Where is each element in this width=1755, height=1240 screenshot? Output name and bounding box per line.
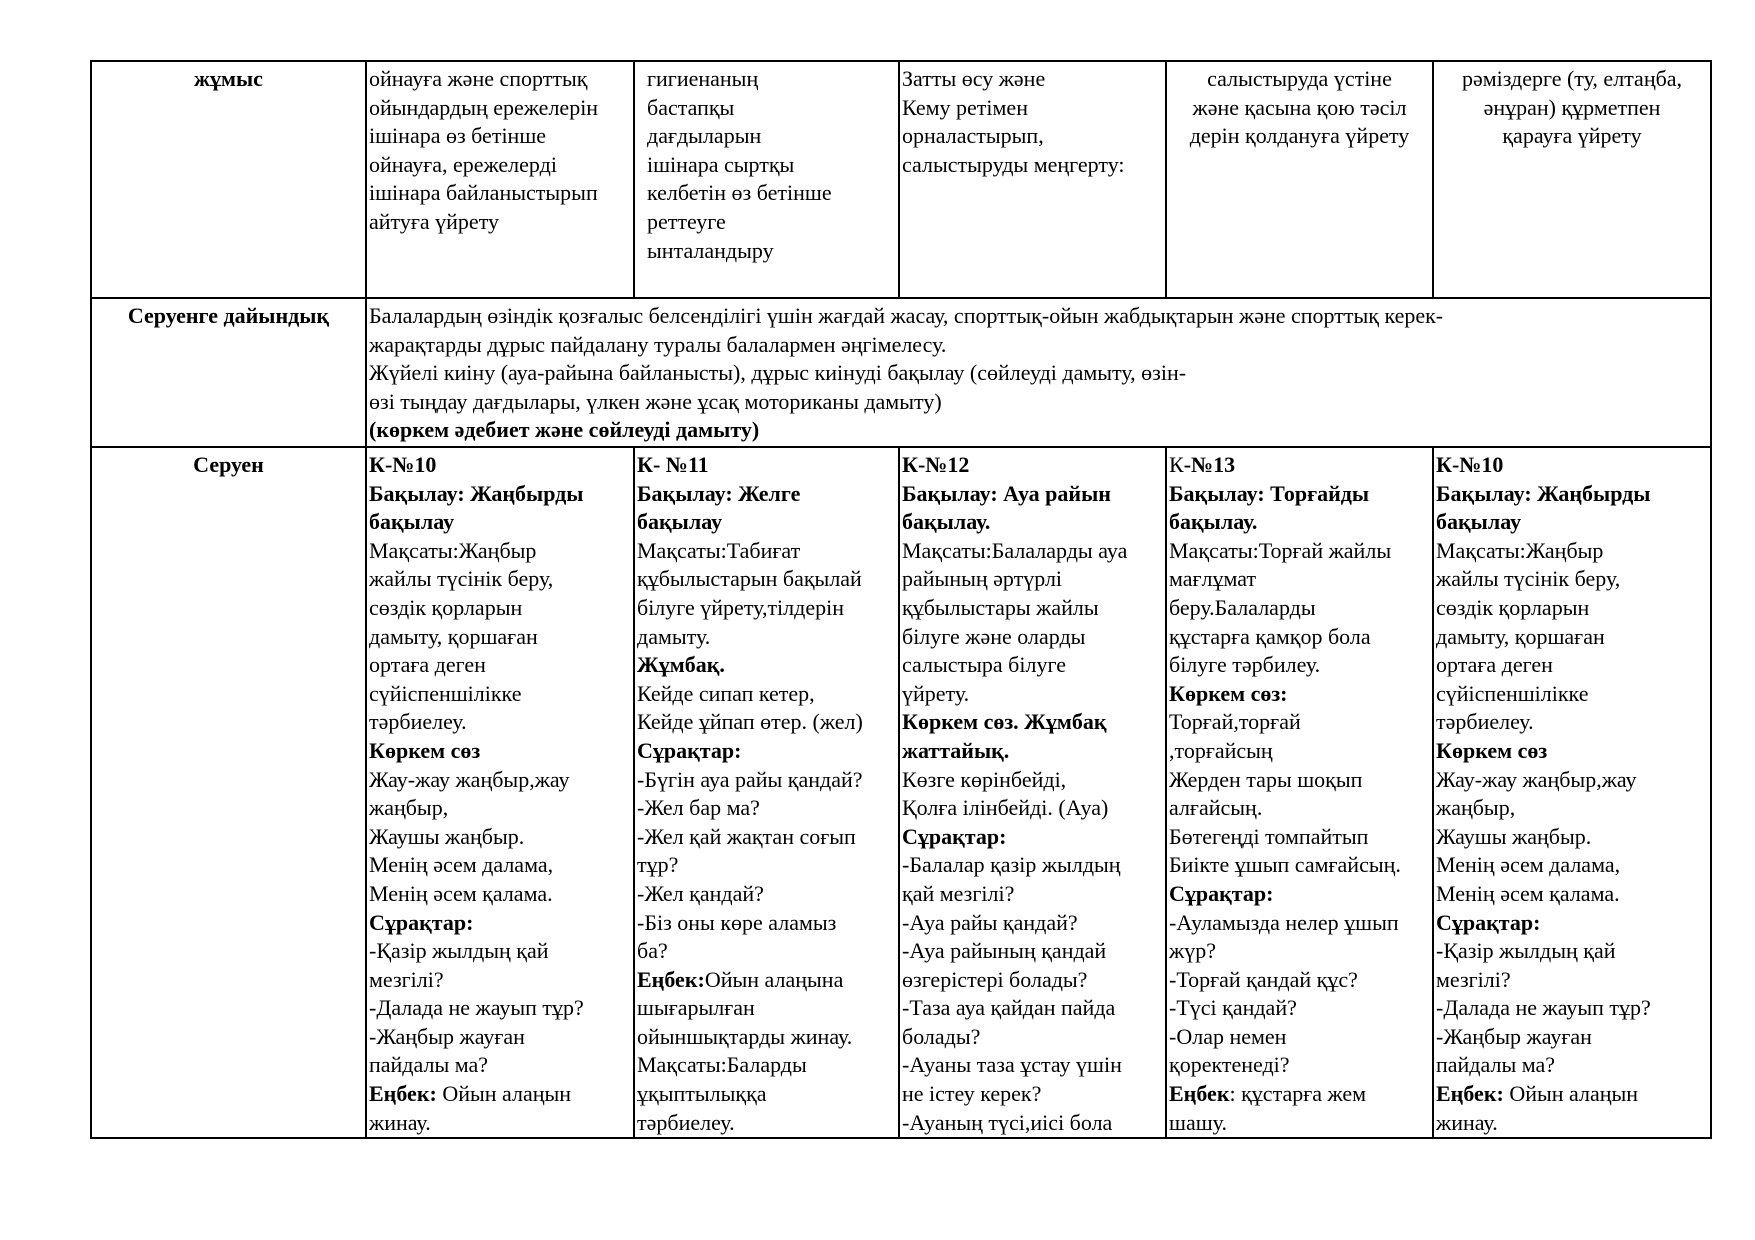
text-line: қарауға үйрету [1502,123,1642,149]
text-line: Сұрақтар: [1436,909,1541,935]
bold-segment: Еңбек: [1436,1081,1504,1107]
text-line: Менің әсем қалама. [1436,880,1620,906]
text-line: құстарға қамқор бола [1169,623,1371,649]
text-line: Жерден тары шоқып [1169,766,1363,792]
text-line: білуге үйрету,тілдерін [637,594,844,620]
text-line: жаңбыр, [369,795,449,821]
text-line: Мақсаты:Балаларды ауа [902,537,1128,563]
text-line: беру.Балаларды [1169,594,1316,620]
text-line: рәміздерге (ту, елтаңба, [1461,66,1683,91]
text-line: шығарылған [637,995,755,1021]
text-line: Менің әсем далама, [1436,852,1621,878]
text-line: сүйіспеншілікке [1436,680,1589,706]
text-line: салыстыруда үстіне [1207,66,1392,91]
text-line: Жұмбақ. [637,652,725,678]
text-line: айтуға үйрету [369,208,500,234]
text-line: Кейде сипап кетер, [637,680,815,706]
text-line [369,1080,631,1109]
bold-segment: Еңбек: [369,1081,437,1107]
text-line: -Таза ауа қайдан пайда [902,995,1116,1021]
text-line: жайлы түсінік беру, [1436,566,1621,592]
text-line: -Ауаның түсі,иісі бола [902,1109,1113,1135]
text-line: тәрбиелеу. [637,1109,735,1135]
text-line: -Ауламызда нелер ұшып [1169,909,1399,935]
text-line: жүр? [1169,938,1216,964]
text-line: Сұрақтар: [369,909,474,935]
text-line: білуге және оларды [902,623,1086,649]
text-line: болады? [902,1023,981,1049]
text-line: Жүйелі киіну (ауа-райына байланысты), дұрыс киінуді бақылау (сөйлеуді дамыту, өзін- [369,360,1187,386]
cell-work-1 [366,61,634,298]
bold-segment: Еңбек [1169,1081,1230,1107]
text-line: Мақсаты:Баларды [637,1052,807,1078]
text-line: Көзге көрінбейді, [902,766,1067,792]
text-line: бастапқы [647,94,735,120]
text-line: жаңбыр, [1436,795,1516,821]
table-row [91,298,1711,447]
text-line: -Түсі қандай? [1169,995,1297,1021]
table-row [91,447,1711,1138]
text-line: Бақылау: Ауа райын [902,480,1111,506]
text-line: шашу. [1169,1109,1227,1135]
cell-work-4 [1166,61,1433,298]
text-line: үйрету. [902,680,970,706]
text-segment: Ойын алаңын [1503,1081,1639,1107]
text-line: -Балалар қазір жылдың [902,852,1121,878]
text-line: әнұран) құрметпен [1483,94,1661,120]
text-line: білуге тәрбилеу. [1169,652,1321,678]
text-line [1169,451,1430,480]
text-line: келбетін өз бетінше [647,180,832,206]
text-line: ынталандыру [647,237,774,263]
text-line: ба? [637,938,668,964]
text-line: -Біз оны көре аламыз [637,909,837,935]
row-label-walk-prep: Серуенге дайындық [91,298,366,447]
text-line: дамыту, қоршаған [369,623,538,649]
text-line: жинау. [369,1109,431,1135]
bold-segment: -№13 [1183,452,1236,477]
text-line: -Олар немен [1169,1023,1287,1049]
text-line: өзі тыңдау дағдылары, үлкен және ұсақ моториканы дамыту) [369,388,942,414]
text-line: өзгерістері болады? [902,966,1088,992]
bold-segment: Еңбек: [637,966,705,992]
cell-walk-2 [634,447,899,1138]
text-line: мезгілі? [369,966,444,992]
text-line: бақылау. [1169,509,1258,535]
text-line: -Далада не жауып тұр? [369,995,584,1021]
text-line: -Жел қандай? [637,880,764,906]
text-line: реттеуге [647,208,726,234]
text-line: сөздік қорларын [1436,594,1590,620]
text-line: тұр? [637,852,679,878]
cell-work-3 [899,61,1166,298]
text-line: ,торғайсың [1169,737,1273,763]
text-line: дамыту, қоршаған [1436,623,1605,649]
text-line: Мақсаты:Табиғат [637,537,801,563]
text-line: -Жел қай жақтан соғып [637,823,856,849]
text-line: жайлы түсінік беру, [369,566,554,592]
text-line: -Қазір жылдың қай [369,938,549,964]
text-line: К-№12 [902,452,970,477]
table-row [91,61,1711,298]
text-line: ойнауға және спорттық [369,66,588,91]
text-line: Сұрақтар: [637,737,742,763]
text-line: қай мезгілі? [902,880,1015,906]
text-line: ішінара байланыстырып [369,180,598,206]
text-line: дағдыларын [647,123,762,149]
text-line: -Бүгін ауа райы қандай? [637,766,863,792]
text-line: Мақсаты:Жаңбыр [1436,537,1604,563]
text-line: Жаушы жаңбыр. [369,823,525,849]
text-line: -Торғай қандай құс? [1169,966,1358,992]
text-line: Кейде ұйпап өтер. (жел) [637,709,863,735]
text-line: Балалардың өзіндік қозғалыс белсенділігі үшін жағдай жасау, спорттық-ойын жабдықтарын және спорттық керек- [369,303,1444,328]
text-line: -Ауаны таза ұстау үшін [902,1052,1122,1078]
text-line: сүйіспеншілікке [369,680,522,706]
text-line: Сұрақтар: [1169,880,1274,906]
text-line: Жау-жау жаңбыр,жау [1436,766,1637,792]
text-line: Мақсаты:Торғай жайлы [1169,537,1392,563]
row-label-walk: Серуен [91,447,366,1138]
text-line: ішінара сыртқы [647,151,795,177]
text-line: пайдалы ма? [1436,1052,1556,1078]
text-line: дамыту. [637,623,711,649]
text-segment: Ойын алаңына [704,966,844,992]
text-line: ойыншықтарды жинау. [637,1023,853,1049]
text-line: ұқыптылыққа [637,1081,767,1107]
text-line: Көркем сөз [1436,737,1548,763]
text-line: мезгілі? [1436,966,1511,992]
text-line: салыстыра білуге [902,652,1066,678]
text-line: Менің әсем қалама. [369,880,553,906]
cell-walk-prep [366,298,1711,447]
text-line: ортаға деген [1436,652,1553,678]
text-line: қоректенеді? [1169,1052,1290,1078]
text-line: Бөтегеңді томпайтып [1169,823,1369,849]
text-line: мағлұмат [1169,566,1257,592]
text-line: -Далада не жауып тұр? [1436,995,1651,1021]
text-line: ойнауға, ережелерді [369,151,557,177]
text-line: құбылыстарын бақылай [637,566,862,592]
text-segment: Ойын алаңын [436,1081,572,1107]
text-line [1169,1080,1430,1109]
text-line: -Жаңбыр жауған [1436,1023,1592,1049]
cell-walk-5 [1433,447,1711,1138]
text-line: Бақылау: Желге [637,480,801,506]
text-line: ойындардың ережелерін [369,94,599,120]
text-line: тәрбиелеу. [1436,709,1534,735]
row-label-work: жұмыс [91,61,366,298]
text-line: -Жаңбыр жауған [369,1023,525,1049]
text-line [637,966,896,995]
text-line: Көркем сөз [369,737,481,763]
text-segment: К [1169,452,1184,477]
text-line: сөздік қорларын [369,594,523,620]
text-line: құбылыстары жайлы [902,594,1099,620]
text-line: Торғай,торғай [1169,709,1301,735]
text-line: дерін қолдануға үйрету [1189,123,1410,149]
text-line: салыстыруды меңгерту: [902,151,1125,177]
text-line: Жаушы жаңбыр. [1436,823,1592,849]
text-line: Кему ретімен [902,94,1028,120]
text-line: ішінара өз бетінше [369,123,547,149]
schedule-table [90,60,1712,1139]
text-line: (көркем әдебиет және сөйлеуді дамыту) [369,417,760,443]
text-line: К- №11 [637,452,709,477]
cell-walk-3 [899,447,1166,1138]
cell-work-5 [1433,61,1711,298]
text-line: не істеу керек? [902,1081,1042,1107]
text-line: Қолға ілінбейді. (Ауа) [902,795,1109,821]
text-line: Мақсаты:Жаңбыр [369,537,537,563]
text-line: пайдалы ма? [369,1052,489,1078]
text-line: Бақылау: Жаңбырды [1436,480,1651,506]
text-segment: : құстарға жем [1229,1081,1367,1107]
text-line: райының әртүрлі [902,566,1063,592]
text-line: тәрбиелеу. [369,709,467,735]
text-line: орналастырып, [902,123,1044,149]
text-line: К-№10 [369,452,437,477]
text-line: Бақылау: Торғайды [1169,480,1370,506]
text-line: -Ауа райының қандай [902,938,1107,964]
text-line: -Жел бар ма? [637,795,760,821]
cell-work-2 [634,61,899,298]
text-line: Бақылау: Жаңбырды [369,480,584,506]
text-line: бақылау [637,509,723,535]
text-line: Затты өсу және [902,66,1046,91]
text-line [1436,1080,1708,1109]
text-line: Сұрақтар: [902,823,1007,849]
text-line: Менің әсем далама, [369,852,554,878]
text-line: Биікте ұшып самғайсың. [1169,852,1401,878]
text-line: -Ауа райы қандай? [902,909,1078,935]
text-line: алғайсың. [1169,795,1263,821]
text-line: Көркем сөз: [1169,680,1288,706]
cell-walk-1 [366,447,634,1138]
text-line: жаттайық. [902,737,1010,763]
text-line: К-№10 [1436,452,1504,477]
text-line: және қасына қою тәсіл [1192,94,1407,120]
text-line: бақылау. [902,509,991,535]
text-line: бақылау [1436,509,1522,535]
text-line: ортаға деген [369,652,486,678]
text-line: жарақтарды дұрыс пайдалану туралы балалармен әңгімелесу. [369,331,947,357]
text-line: -Қазір жылдың қай [1436,938,1616,964]
text-line: Көркем сөз. Жұмбақ [902,709,1107,735]
text-line: Жау-жау жаңбыр,жау [369,766,570,792]
text-line: жинау. [1436,1109,1498,1135]
text-line: гигиенаның [647,66,759,91]
cell-walk-4 [1166,447,1433,1138]
text-line: бақылау [369,509,455,535]
